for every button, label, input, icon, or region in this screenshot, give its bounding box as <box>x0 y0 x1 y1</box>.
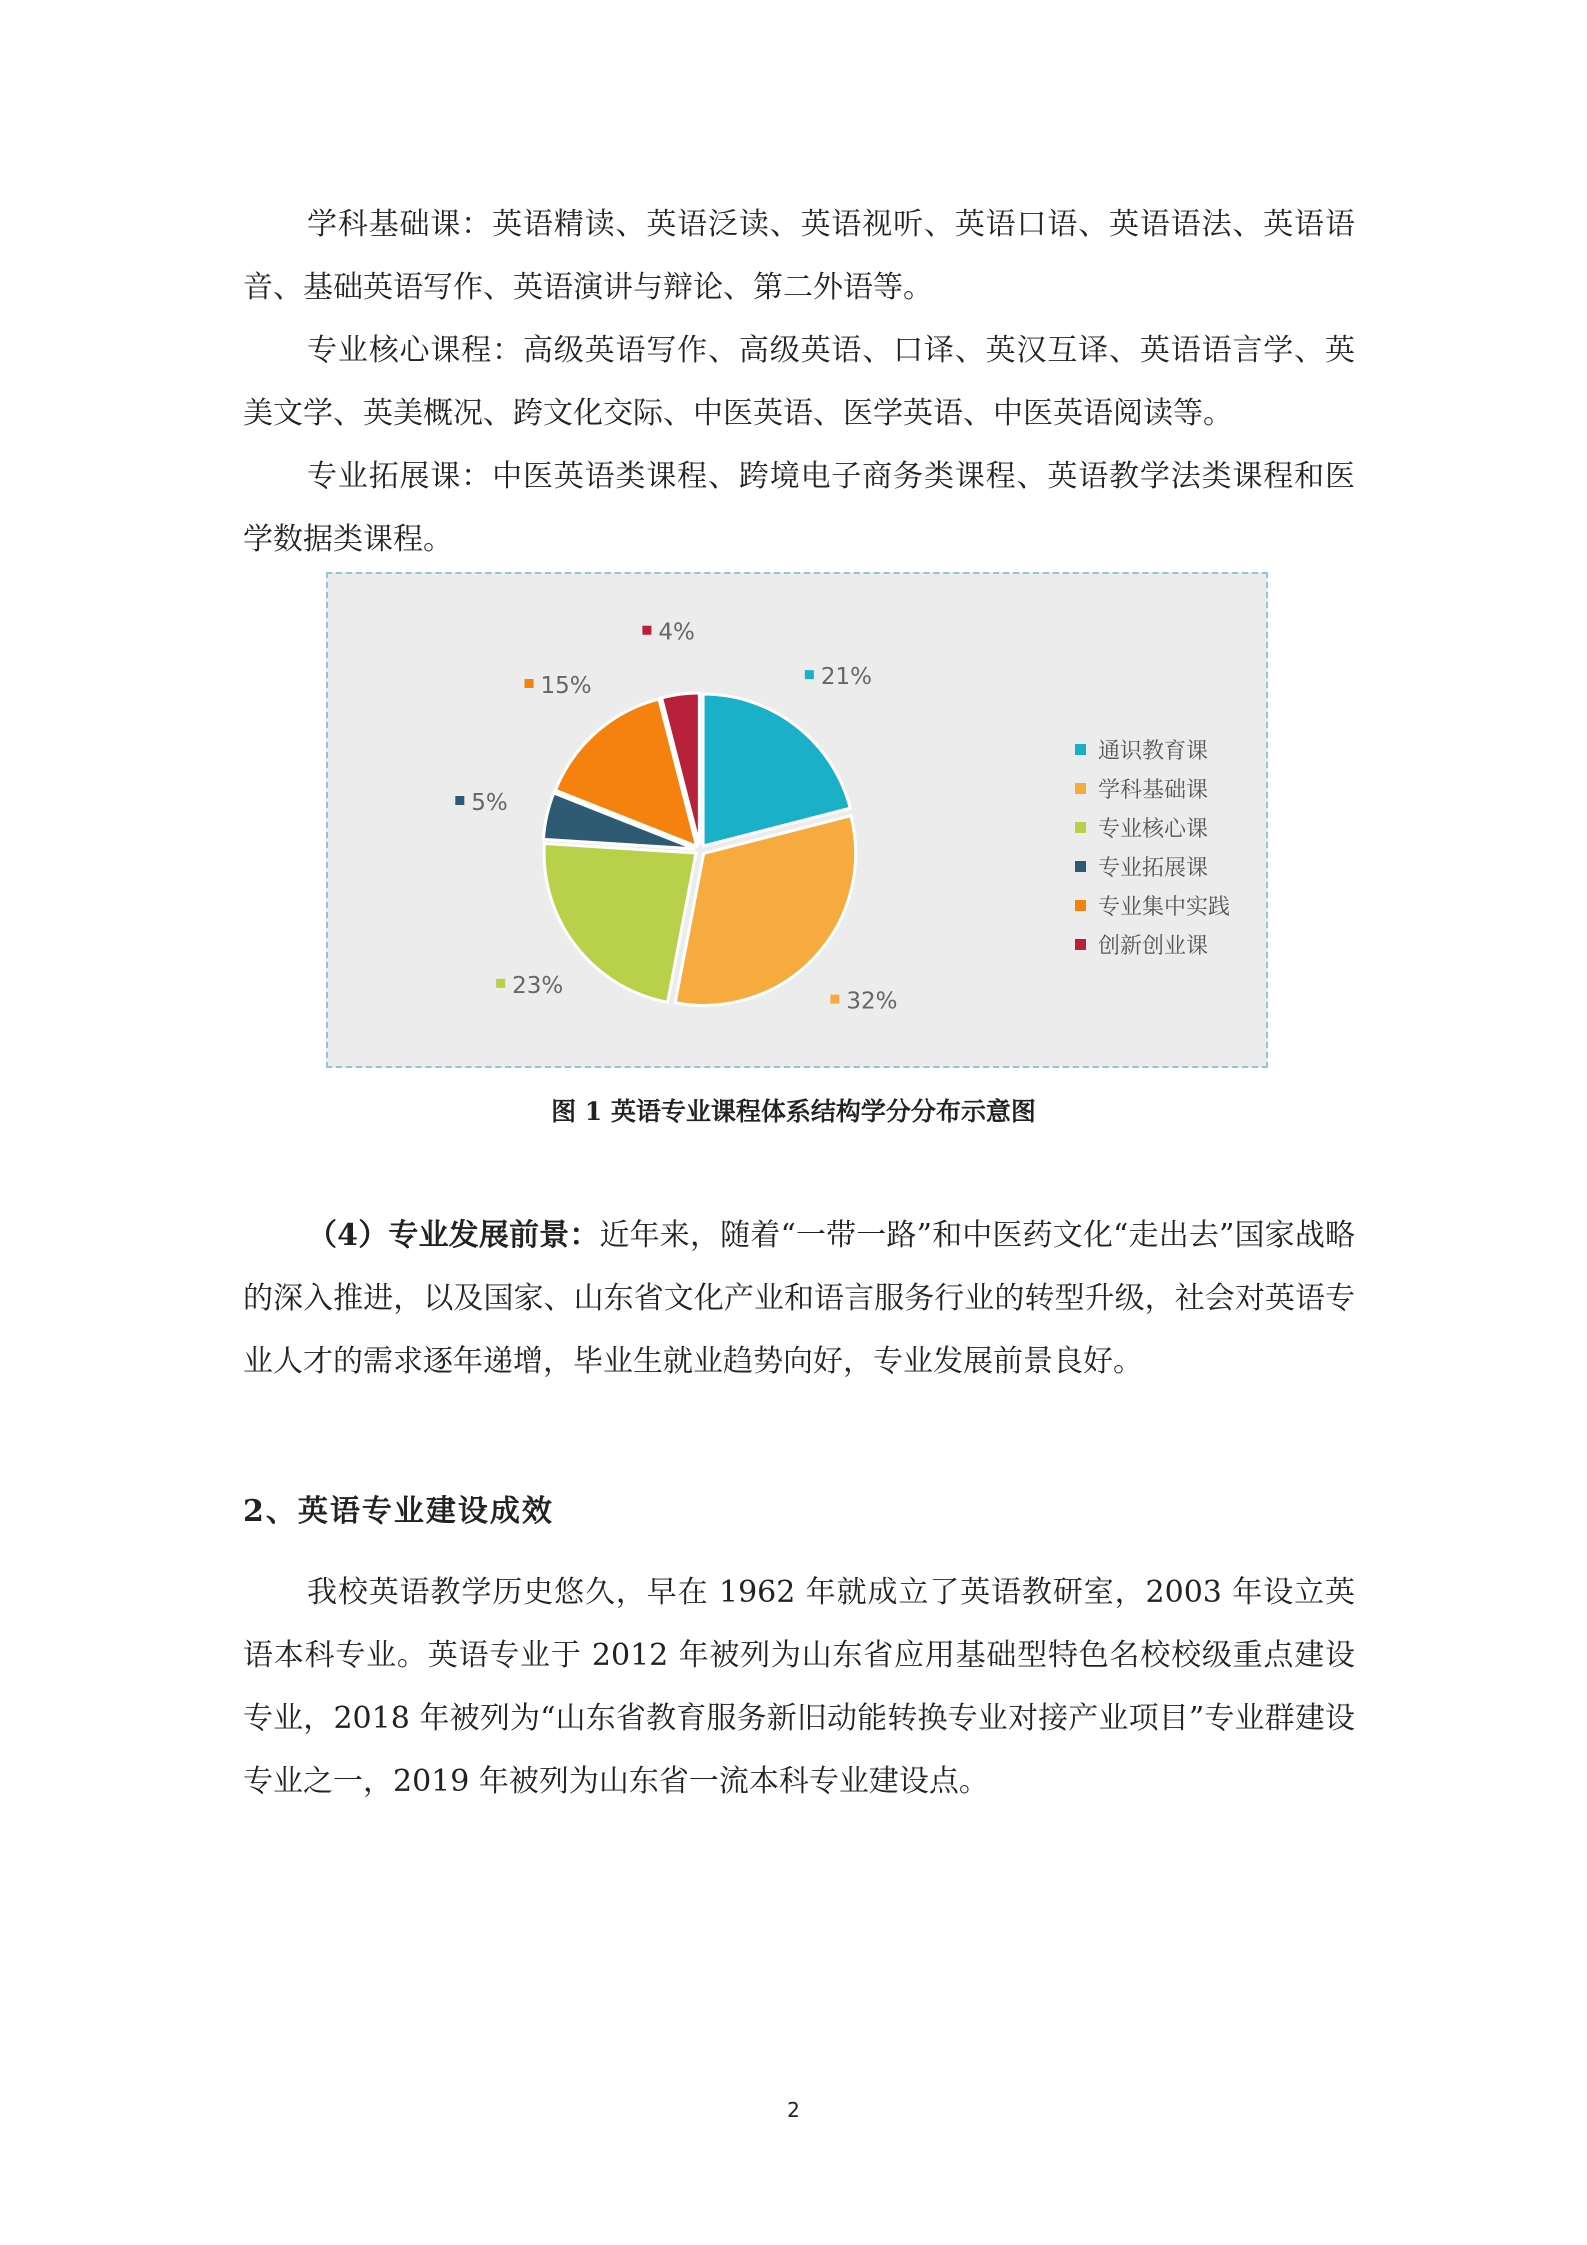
page-number: 2 <box>787 2098 800 2122</box>
legend-item <box>1075 925 1230 964</box>
legend-label: 专业集中实践 <box>1098 895 1231 920</box>
legend-swatch <box>1075 783 1086 794</box>
data-label: 21% <box>820 664 872 691</box>
data-label-marker <box>496 979 505 988</box>
legend-label: 专业核心课 <box>1098 817 1209 842</box>
paragraph-core-courses: 专业核心课程：高级英语写作、高级英语、口译、英汉互译、英语语言学、英美文学、英美概况、跨文化交际、中医英语、医学英语、中医英语阅读等。 <box>243 333 1355 431</box>
pie-slice-major-core <box>544 844 696 1003</box>
data-label: 15% <box>540 672 592 699</box>
legend-item <box>1075 808 1230 847</box>
data-label: 5% <box>471 790 508 817</box>
legend-item <box>1075 847 1230 886</box>
legend-label: 专业拓展课 <box>1098 856 1209 881</box>
legend-label: 通识教育课 <box>1098 739 1209 764</box>
data-label-marker <box>525 679 534 688</box>
data-label: 32% <box>846 988 898 1015</box>
paragraph-foundation-courses: 学科基础课：英语精读、英语泛读、英语视听、英语口语、英语语法、英语语音、基础英语写作、英语演讲与辩论、第二外语等。 <box>243 207 1355 305</box>
credit-distribution-pie-chart <box>0 0 1587 1100</box>
section-heading: 2、英语专业建设成效 <box>243 1494 554 1529</box>
legend-item <box>1075 769 1230 808</box>
legend-item <box>1075 886 1230 925</box>
paragraph-development-prospects <box>243 1204 1355 1393</box>
chart-legend <box>1075 730 1230 964</box>
paragraph-extension-courses: 专业拓展课：中医英语类课程、跨境电子商务类课程、英语教学法类课程和医学数据类课程。 <box>243 459 1355 557</box>
legend-swatch <box>1075 939 1086 950</box>
legend-label: 学科基础课 <box>1098 778 1209 803</box>
data-label-marker <box>642 626 651 635</box>
data-label-marker <box>830 995 839 1004</box>
data-label: 23% <box>512 972 564 999</box>
data-label-marker <box>805 670 814 679</box>
prospects-label: （4）专业发展前景： <box>307 1218 600 1253</box>
legend-swatch <box>1075 900 1086 911</box>
prospects-text: 近年来，随着“一带一路”和中医药文化“走出去”国家战略的深入推进，以及国家、山东省文化产业和语言服务行业的转型升级，社会对英语专业人才的需求逐年递增，毕业生就业趋势向好，专业发展前景良好。 <box>243 1218 1355 1379</box>
figure-caption: 图 1 英语专业课程体系结构学分分布示意图 <box>551 1097 1036 1126</box>
legend-item <box>1075 730 1230 769</box>
legend-label: 创新创业课 <box>1098 934 1209 959</box>
legend-swatch <box>1075 861 1086 872</box>
data-label-marker <box>455 796 464 805</box>
legend-swatch <box>1075 822 1086 833</box>
paragraph-construction-achievements: 我校英语教学历史悠久，早在 1962 年就成立了英语教研室，2003 年设立英语本科专业。英语专业于 2012 年被列为山东省应用基础型特色名校校级重点建设专业，2018 年被列为“山东省教育服务新旧动能转换专业对接产业项目”专业群建设专业之一，2019 年被列为山东省一流本科专业建设点。 <box>243 1575 1355 1799</box>
data-label: 4% <box>658 619 695 646</box>
legend-swatch <box>1075 744 1086 755</box>
